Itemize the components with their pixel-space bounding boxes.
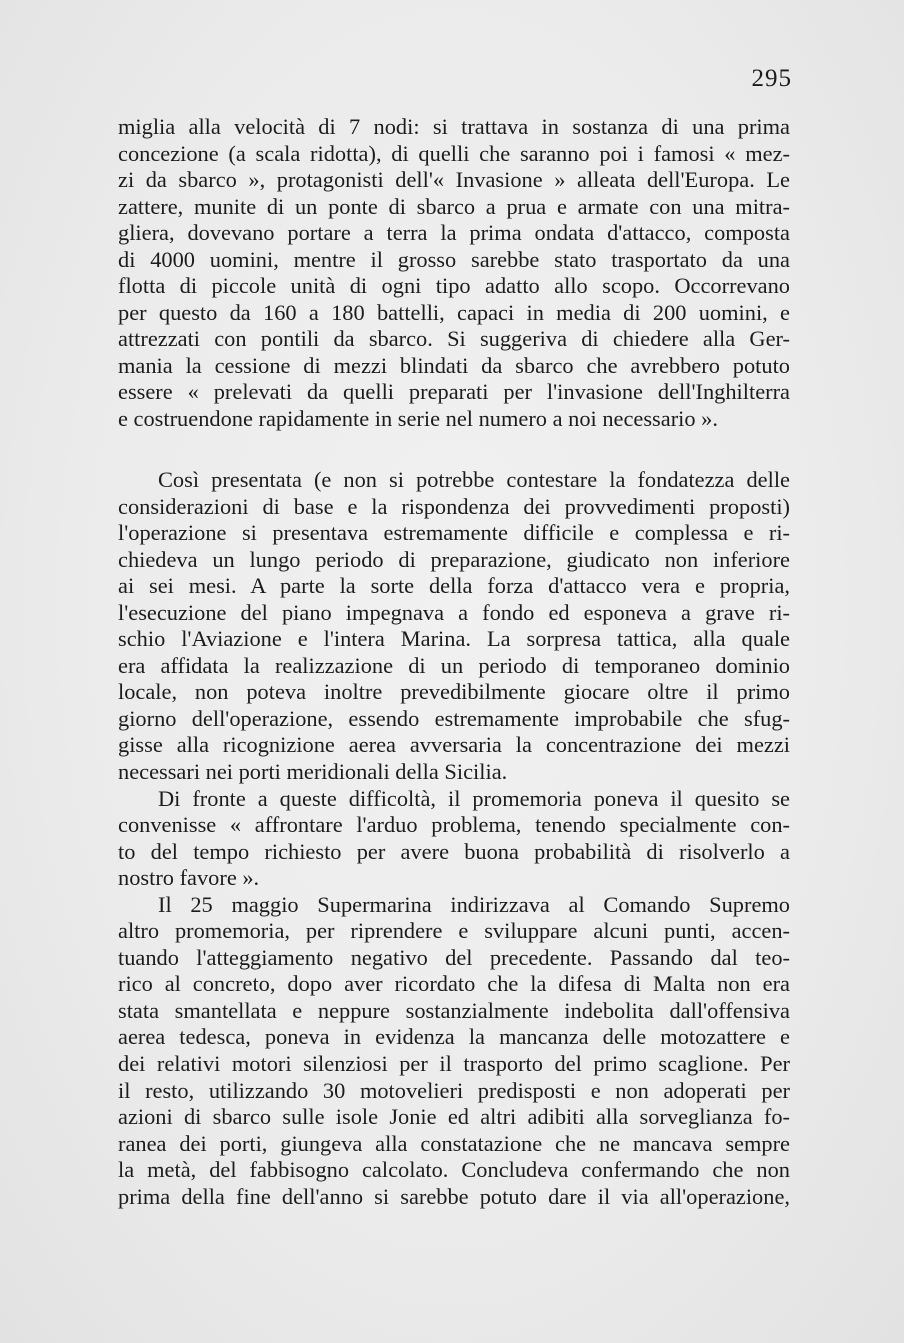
text-line: Così presentata (e non si potrebbe contestare la fondatezza delle bbox=[158, 467, 790, 492]
text-block-top bbox=[118, 114, 790, 433]
text-line: miglia alla velocità di 7 nodi: si trattava in sostanza di una prima bbox=[118, 114, 790, 139]
text-line: azioni di sbarco sulle isole Jonie ed altri adibiti alla sorveglianza fo- bbox=[118, 1104, 790, 1130]
text-line: flotta di piccole unità di ogni tipo adatto allo scopo. Occorrevano bbox=[118, 273, 790, 299]
text-line: schio l'Aviazione e l'intera Marina. La sorpresa tattica, alla quale bbox=[118, 626, 790, 652]
text-line: mania la cessione di mezzi blindati da sbarco che avrebbero potuto bbox=[118, 352, 790, 378]
text-line: to del tempo richiesto per avere buona probabilità di risolverlo a bbox=[118, 838, 790, 864]
text-line: giorno dell'operazione, essendo estremamente improbabile che sfug- bbox=[118, 705, 790, 731]
text-line: era affidata la realizzazione di un periodo di temporaneo dominio bbox=[118, 652, 790, 678]
text-line: rico al concreto, dopo aver ricordato che la difesa di Malta non era bbox=[118, 971, 790, 997]
text-line: essere « prelevati da quelli preparati per l'invasione dell'Inghilterra bbox=[118, 379, 790, 405]
text-line: ai sei mesi. A parte la sorte della forza d'attacco vera e propria, bbox=[118, 573, 790, 599]
text-line: gliera, dovevano portare a terra la prima ondata d'attacco, composta bbox=[118, 220, 790, 246]
text-line: concezione (a scala ridotta), di quelli che saranno poi i famosi « mez- bbox=[118, 140, 790, 166]
text-line: dei relativi motori silenziosi per il trasporto del primo scaglione. Per bbox=[118, 1051, 790, 1077]
text-line: e costruendone rapidamente in serie nel numero a noi necessario ». bbox=[118, 406, 718, 432]
text-line: altro promemoria, per riprendere e sviluppare alcuni punti, accen- bbox=[118, 918, 790, 944]
paragraph-3 bbox=[118, 786, 790, 892]
paragraph-2 bbox=[118, 467, 790, 786]
text-line: considerazioni di base e la rispondenza dei provvedimenti proposti) bbox=[118, 493, 790, 519]
text-line: prima della fine dell'anno si sarebbe potuto dare il via all'operazione, bbox=[118, 1183, 790, 1209]
text-line: Di fronte a queste difficoltà, il promemoria poneva il quesito se bbox=[158, 785, 790, 811]
text-line: chiedeva un lungo periodo di preparazione, giudicato non inferiore bbox=[118, 546, 790, 572]
text-line: il resto, utilizzando 30 motovelieri predisposti e non adoperati per bbox=[118, 1077, 790, 1103]
paragraph-1 bbox=[118, 114, 790, 433]
text-line: l'esecuzione del piano impegnava a fondo ed esponeva a grave ri- bbox=[118, 599, 790, 625]
text-line: convenisse « affrontare l'arduo problema, tenendo specialmente con- bbox=[118, 812, 790, 838]
text-line: attrezzati con pontili da sbarco. Si suggeriva di chiedere alla Ger- bbox=[118, 326, 790, 352]
text-line: nostro favore ». bbox=[118, 865, 260, 891]
text-line: l'operazione si presentava estremamente difficile e complessa e ri- bbox=[118, 520, 790, 546]
text-line: aerea tedesca, poneva in evidenza la mancanza delle motozattere e bbox=[118, 1024, 790, 1050]
text-line: gisse alla ricognizione aerea avversaria la concentrazione dei mezzi bbox=[118, 732, 790, 758]
text-line: zi da sbarco », protagonisti dell'« Invasione » alleata dell'Europa. Le bbox=[118, 167, 790, 193]
text-line: locale, non poteva inoltre prevedibilmente giocare oltre il primo bbox=[118, 679, 790, 705]
text-line: Il 25 maggio Supermarina indirizzava al Comando Supremo bbox=[158, 891, 790, 917]
text-block-main bbox=[118, 467, 790, 1210]
text-line: ranea dei porti, giungeva alla constatazione che ne mancava sempre bbox=[118, 1130, 790, 1156]
text-line: per questo da 160 a 180 battelli, capaci in media di 200 uomini, e bbox=[118, 299, 790, 325]
page-number: 295 bbox=[751, 65, 792, 92]
paragraph-4 bbox=[118, 892, 790, 1211]
text-line: stata smantellata e neppure sostanzialmente indebolita dall'offensiva bbox=[118, 997, 790, 1023]
text-line: necessari nei porti meridionali della Sicilia. bbox=[118, 759, 508, 785]
text-line: zattere, munite di un ponte di sbarco a prua e armate con una mitra- bbox=[118, 193, 790, 219]
text-line: di 4000 uomini, mentre il grosso sarebbe stato trasportato da una bbox=[118, 246, 790, 272]
text-line: la metà, del fabbisogno calcolato. Concludeva confermando che non bbox=[118, 1157, 790, 1183]
text-line: tuando l'atteggiamento negativo del precedente. Passando dal teo- bbox=[118, 944, 790, 970]
